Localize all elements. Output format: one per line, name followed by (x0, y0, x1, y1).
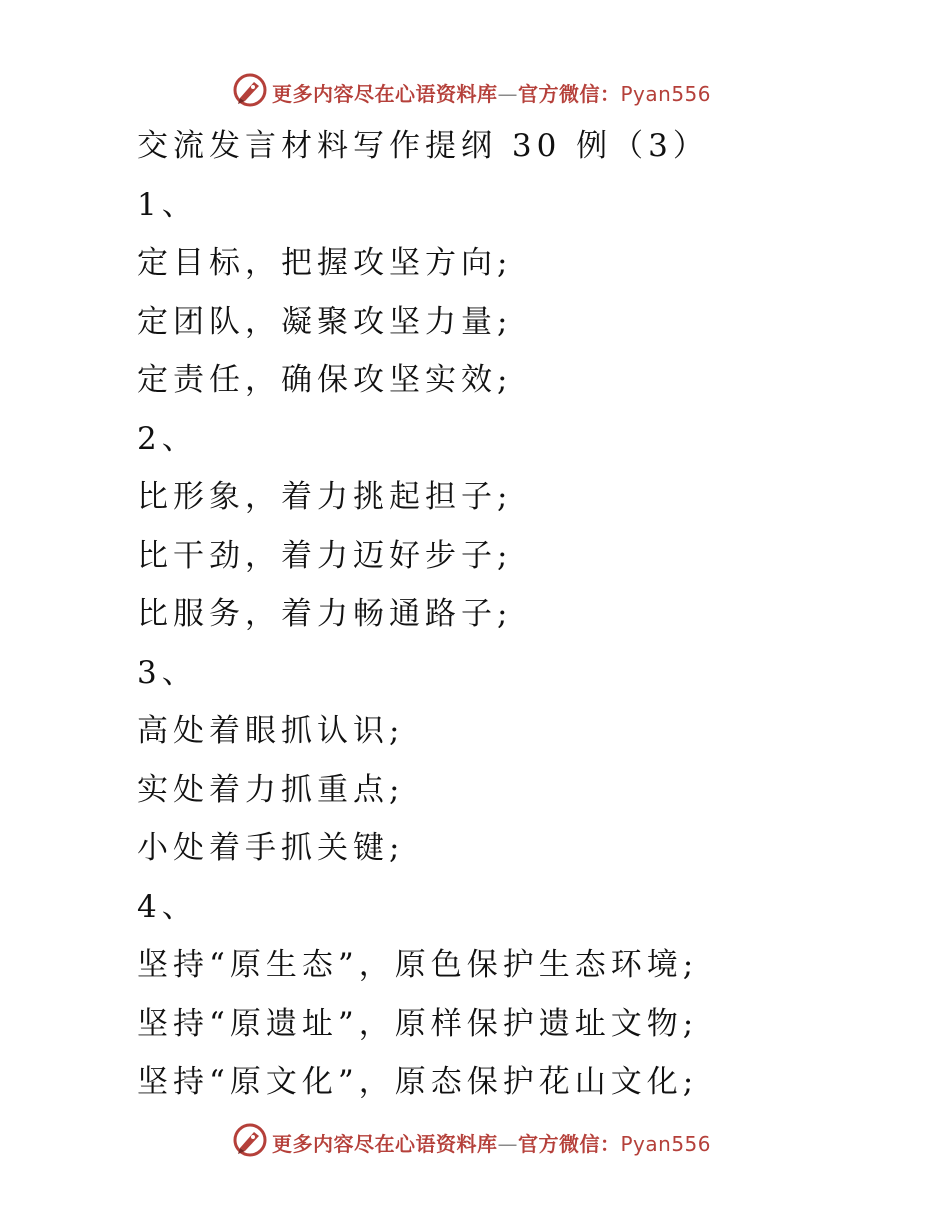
section-number-1: 1、 (137, 187, 198, 223)
text-line: 坚持“原遗址”，原样保护遗址文物; (137, 1006, 699, 1042)
text-line: 高处着眼抓认识; (137, 713, 405, 749)
banner-text (272, 1128, 711, 1157)
banner-dash: — (497, 1132, 518, 1156)
document-title: 交流发言材料写作提纲 30 例（3） (137, 128, 709, 164)
text-line: 定目标，把握攻坚方向; (137, 245, 513, 281)
pen-nib-logo-icon (232, 72, 268, 108)
text-line: 坚持“原生态”，原色保护生态环境; (137, 947, 699, 983)
text-line: 小处着手抓关键; (137, 830, 405, 866)
text-line: 定责任，确保攻坚实效; (137, 362, 513, 398)
banner-dash: — (497, 82, 518, 106)
banner-site-text: 更多内容尽在心语资料库 (272, 82, 498, 106)
banner-wechat-id: Pyan556 (620, 82, 712, 106)
banner-wechat-label: 官方微信： (518, 82, 621, 106)
section-number-4: 4、 (137, 889, 198, 925)
banner-wechat-id: Pyan556 (620, 1132, 712, 1156)
text-line: 比形象，着力挑起担子; (137, 479, 513, 515)
text-line: 实处着力抓重点; (137, 772, 405, 808)
text-line: 比干劲，着力迈好步子; (137, 538, 513, 574)
header-banner (0, 70, 950, 110)
text-line: 坚持“原文化”，原态保护花山文化; (137, 1064, 699, 1100)
banner-wechat-label: 官方微信： (518, 1132, 621, 1156)
banner-site-text: 更多内容尽在心语资料库 (272, 1132, 498, 1156)
section-number-2: 2、 (137, 421, 198, 457)
section-number-3: 3、 (137, 655, 198, 691)
pen-nib-logo-icon (232, 1122, 268, 1158)
banner-text (272, 78, 711, 107)
footer-banner (0, 1120, 950, 1160)
text-line: 比服务，着力畅通路子; (137, 596, 513, 632)
text-line: 定团队，凝聚攻坚力量; (137, 304, 513, 340)
